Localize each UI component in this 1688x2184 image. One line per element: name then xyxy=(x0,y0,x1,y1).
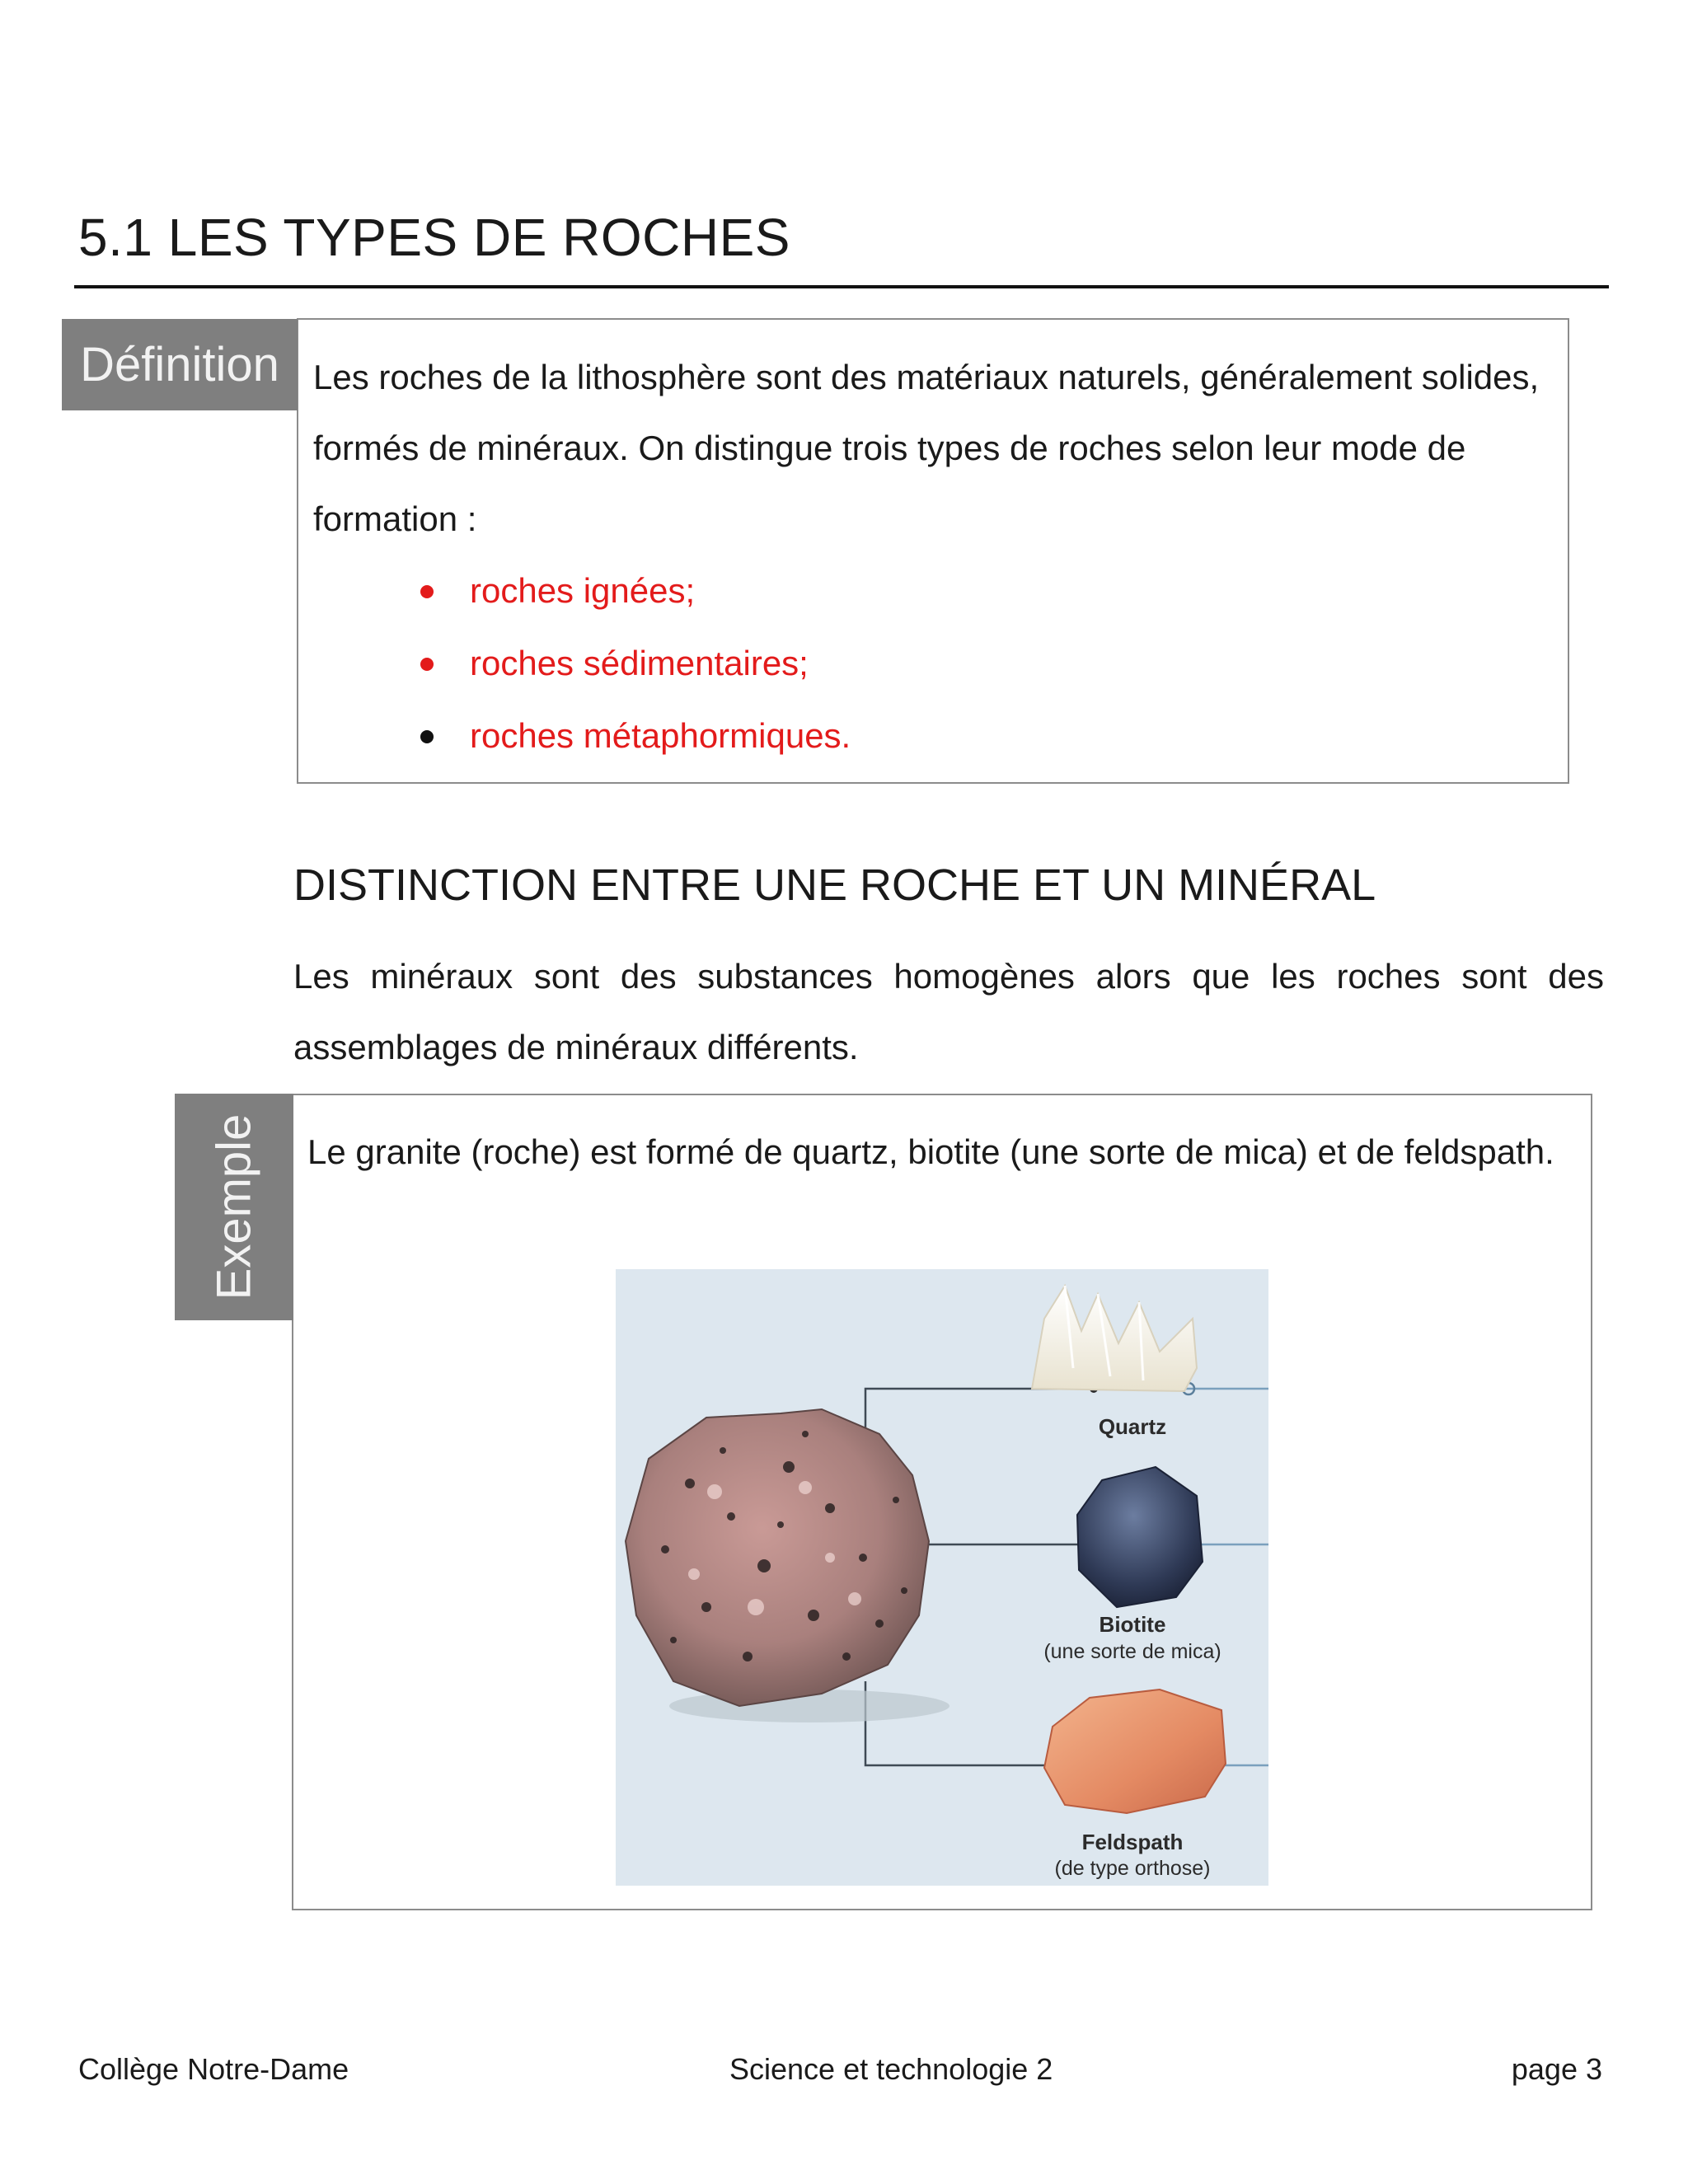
footer-course: Science et technologie 2 xyxy=(729,2052,1053,2086)
page-title: 5.1 LES TYPES DE ROCHES xyxy=(78,208,790,267)
quartz-label: Quartz xyxy=(1098,1414,1167,1439)
list-item-sedimentary: roches sédimentaires; xyxy=(412,627,1154,700)
feldspath-label: Feldspath xyxy=(1081,1830,1184,1854)
distinction-heading: DISTINCTION ENTRE UNE ROCHE ET UN MINÉRAL xyxy=(293,860,1376,910)
footer-page-number: page 3 xyxy=(1511,2052,1602,2086)
definition-text: Les roches de la lithosphère sont des matériaux naturels, généralement solides, formés de minéraux. On distingue trois types de roches selon leur mode de formation : xyxy=(313,358,1540,538)
list-item-igneous: roches ignées; xyxy=(412,555,1154,627)
feldspath-image xyxy=(1044,1690,1226,1813)
biotite-label: Biotite xyxy=(1099,1612,1166,1637)
quartz-image xyxy=(1032,1286,1197,1391)
biotite-note: (une sorte de mica) xyxy=(1043,1640,1221,1663)
biotite-image xyxy=(1077,1467,1203,1607)
distinction-text: Les minéraux sont des substances homogènes alors que les roches sont des assemblages de minéraux différents. xyxy=(293,957,1604,1066)
example-tag xyxy=(175,1094,293,1320)
example-text: Le granite (roche) est formé de quartz, biotite (une sorte de mica) et de feldspath. xyxy=(307,1132,1554,1171)
footer-school: Collège Notre-Dame xyxy=(78,2052,349,2086)
list-item-metamorphic: roches métaphormiques. xyxy=(412,700,1154,772)
example-tag-label: Exemple xyxy=(207,1113,261,1301)
rock-types-list xyxy=(412,555,1154,772)
granite-rock-image xyxy=(626,1409,950,1722)
title-underline xyxy=(74,285,1609,288)
granite-figure xyxy=(616,1269,1268,1886)
feldspath-note: (de type orthose) xyxy=(1054,1857,1211,1880)
definition-tag: Définition xyxy=(62,319,298,410)
